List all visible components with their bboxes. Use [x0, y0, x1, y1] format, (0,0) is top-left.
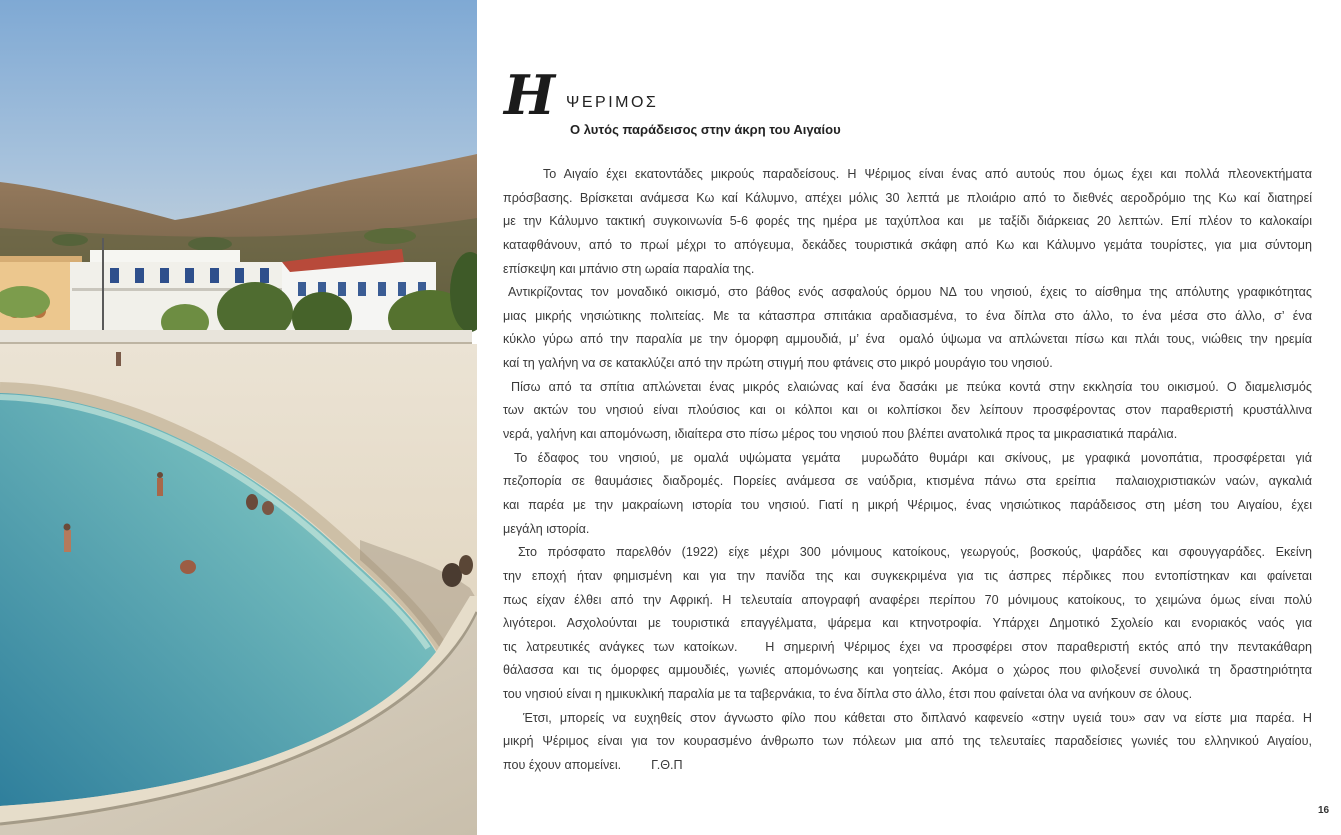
- body-line: [503, 683, 1312, 707]
- body-line: [503, 518, 1312, 542]
- building-window: [358, 282, 366, 296]
- paragraph: [503, 281, 1312, 376]
- body-line: [503, 754, 1312, 778]
- body-line-text: επίσκεψη και μπάνιο στη ωραία παραλία της.: [503, 261, 755, 276]
- shrub: [52, 234, 88, 246]
- article-page: [477, 0, 1341, 835]
- body-line: [503, 612, 1312, 636]
- body-line: [503, 589, 1312, 613]
- body-line: [503, 730, 1312, 754]
- building-window: [298, 282, 306, 296]
- body-line-text: κύκλο γύρω από την παραλία με την όμορφη αμμουδιά, μ’ ένα ομαλό ύψωμα να απλώνεται πίσω και πλάι τους, νιώθεις την ηρεμία: [503, 332, 1312, 347]
- body-line: [503, 352, 1312, 376]
- paragraph: [503, 541, 1312, 706]
- body-line: [503, 470, 1312, 494]
- person: [157, 478, 163, 496]
- building-window: [160, 268, 169, 283]
- body-line: [503, 447, 1312, 471]
- author-initials: Γ.Θ.Π: [651, 758, 683, 773]
- body-line-text: του νησιού είναι η ημικυκλική παραλία με τα ταβερνάκια, το ένα δίπλα στο άλλο, έτσι που φαίνεται όλα να ανήκουν σε όλους.: [503, 687, 1193, 702]
- body-line-text: τις λατρευτικές ανάγκες των κατοίκων. Η σημερινή Ψέριμος έχει να προσφέρει στον παραθεριστή εκτός από την πεντακάθαρη: [503, 639, 1312, 654]
- person-head: [64, 524, 71, 531]
- body-line-text: Το Αιγαίο έχει εκατοντάδες μικρούς παραδείσους. Η Ψέριμος είναι ένας από αυτούς που όμως έχει και πολλά πλεονεκτήματα: [543, 167, 1312, 181]
- building-window: [338, 282, 346, 296]
- person: [262, 501, 274, 515]
- body-line-text: που έχουν απομείνει.: [503, 758, 622, 773]
- body-line-text: με την Κάλυμνο τακτική συγκοινωνία 5-6 φορές της ημέρα με ταχύπλοα και με ταξίδι διάρκειας 20 λεπτών. Επί πλέον το καλοκαίρι: [503, 214, 1312, 229]
- paragraph: [503, 447, 1312, 542]
- article-body: [503, 163, 1312, 778]
- body-line: [503, 423, 1312, 447]
- paragraph: [503, 376, 1312, 447]
- body-line: [503, 376, 1312, 400]
- body-line-text: Έτσι, μπορείς να ευχηθείς στον άγνωστο φίλο που κάθεται στο διπλανό καφενείο «στην υγειά του» σαν να είστε μια παρέα. Η: [523, 710, 1312, 725]
- shrub: [188, 237, 232, 251]
- body-line-text: Στο πρόσφατο παρελθόν (1922) είχε μέχρι 300 μόνιμους κατοίκους, γεωργούς, βοσκούς, ψαράδες και σφουγγαράδες. Εκείνη: [518, 545, 1312, 560]
- person: [246, 494, 258, 510]
- body-line-text: καταφθάνουν, από το πρωί μέχρι το απόγευμα, δεκάδες τουριστικά σκάφη από Κω και Κάλυμνο γεμάτα τουρίστες, για μια σύντομη: [503, 237, 1312, 252]
- body-line: [503, 234, 1312, 258]
- body-line-text: μεγάλη ιστορία.: [503, 521, 590, 536]
- body-line-text: Αντικρίζοντας τον μοναδικό οικισμό, στο βάθος ενός ασφαλούς όρμου ΝΔ του νησιού, έχεις το αίσθημα της απόλυτης γραφικότητας: [508, 285, 1312, 300]
- body-line: [503, 305, 1312, 329]
- body-line-text: πεζοπορία σε θαυμάσιες διαδρομές. Πορείες ανάμεσα σε ναύδρια, κτισμένα πάνω στα ερείπια παλαιοχριστιακών ναών, αγκαλιά: [503, 474, 1312, 489]
- shrub: [364, 228, 416, 244]
- person: [64, 530, 71, 552]
- beach-photo: [0, 0, 477, 835]
- body-line-text: Το έδαφος του νησιού, με ομαλά υψώματα γεμάτα μυρωδάτο θυμάρι και σκίνους, με γραφικά μονοπάτια, προσφέρεται γιά: [514, 450, 1312, 465]
- body-line-text: λιγότεροι. Ασχολούνται με τουριστικά επαγγέλματα, ψάρεμα και κτηνοτροφία. Υπάρχει Δημοτικό Σχολείο και ενοριακός ναός για: [503, 616, 1312, 631]
- body-line: [503, 281, 1312, 305]
- body-line-text: των ακτών του νησιού είναι πλούσιος και οι κόλποι και οι κολπίσκοι δεν λείπουν προσφέροντας στον παραθεριστή κρυστάλλινα: [503, 403, 1312, 418]
- low-wall: [0, 330, 472, 344]
- building-window: [135, 268, 144, 283]
- body-line-text: μικρή Ψέριμος είναι για τον κουρασμένο άνθρωπο των πόλεων μια από της τελευταίες παραδείσιες γωνιές του ελληνικού Αιγαίου,: [503, 734, 1312, 749]
- body-line-text: Πίσω από τα σπίτια απλώνεται ένας μικρός ελαιώνας καί ένα δασάκι με πεύκα κοντά στην εκκλησία του οικισμού. Ο διαμελισμός: [511, 379, 1312, 394]
- body-line-text: μιας μικρής νησιώτικης πολιτείας. Με τα κάτασπρα σπιτάκια αραδιασμένα, το ένα δίπλα στο άλλο, το ένα μέσα στο άλλο, σ’ ένα: [503, 308, 1312, 323]
- person: [459, 555, 473, 575]
- building-window: [378, 282, 386, 296]
- body-line: [503, 258, 1312, 282]
- building-window: [110, 268, 119, 283]
- body-line: [503, 494, 1312, 518]
- body-line: [503, 541, 1312, 565]
- person-head: [157, 472, 163, 478]
- white-building-upper: [90, 250, 240, 264]
- person: [180, 560, 196, 574]
- body-line-text: την εποχή ήταν φημισμένη και για την πανίδα της και συγκεκριμένα για τις άσπρες πέρδικες που εντοπίστηκαν και φαίνεται: [503, 568, 1312, 583]
- orange-building-cornice: [0, 256, 82, 262]
- body-line: [503, 210, 1312, 234]
- body-line-text: και παρέα με την μακραίωνη ιστορία του νησιού. Γιατί η μικρή Ψέριμος, ένας νησιώτικος παράδεισος στη μέση του Αιγαίου, έχει: [503, 497, 1312, 512]
- body-line-text: καί τη γαλήνη να σε κατακλύζει από την πρώτη στιγμή που φτάνεις στο μικρό μουράγιο του νησιού.: [503, 356, 1053, 371]
- person: [442, 563, 462, 587]
- body-line-text: πως είχαν έλθει από την Αφρική. Η τελευταία απογραφή αναφέρει περίπου 70 μόνιμους κατοίκους, το χειμώνα όμως είναι πολύ: [503, 592, 1312, 607]
- body-line: [503, 163, 1312, 187]
- building-window: [235, 268, 244, 283]
- building-window: [398, 282, 406, 296]
- paragraph: [503, 707, 1312, 778]
- building-window: [185, 268, 194, 283]
- body-line: [503, 187, 1312, 211]
- article-title: ΨΕΡΙΜΟΣ: [566, 94, 659, 111]
- body-line: [503, 636, 1312, 660]
- page-number: 16: [1318, 805, 1330, 816]
- body-line-text: πρόσβασης. Βρίσκεται ανάμεσα Κω καί Κάλυμνο, απέχει μόλις 30 λεπτά με πλοιάριο από το διεθνές αεροδρόμιο της Κω καί διατηρεί: [503, 190, 1312, 205]
- title-initial: Η: [504, 63, 556, 127]
- beach-photo-image: [0, 0, 477, 835]
- body-line: [503, 328, 1312, 352]
- body-line: [503, 399, 1312, 423]
- body-line: [503, 565, 1312, 589]
- person: [116, 352, 121, 366]
- building-window: [210, 268, 219, 283]
- body-line: [503, 707, 1312, 731]
- body-line-text: θάλασσα και τις όμορφες αμμουδιές, γωνιές απομόνωσης και γοητείας. Ακόμα ο χώρος που φιλοξενεί συνολικά τη δραστηριότητα: [503, 663, 1312, 678]
- paragraph: [503, 163, 1312, 281]
- building-window: [260, 268, 269, 283]
- body-line-text: νερά, γαλήνη και απομόνωση, ιδιαίτερα στο πίσω μέρος του νησιού που βλέπει ανατολικά προς τα μικρασιατικά παράλια.: [503, 427, 1178, 442]
- article-subtitle: Ο λυτός παράδεισος στην άκρη του Αιγαίου: [570, 122, 841, 137]
- body-line: [503, 659, 1312, 683]
